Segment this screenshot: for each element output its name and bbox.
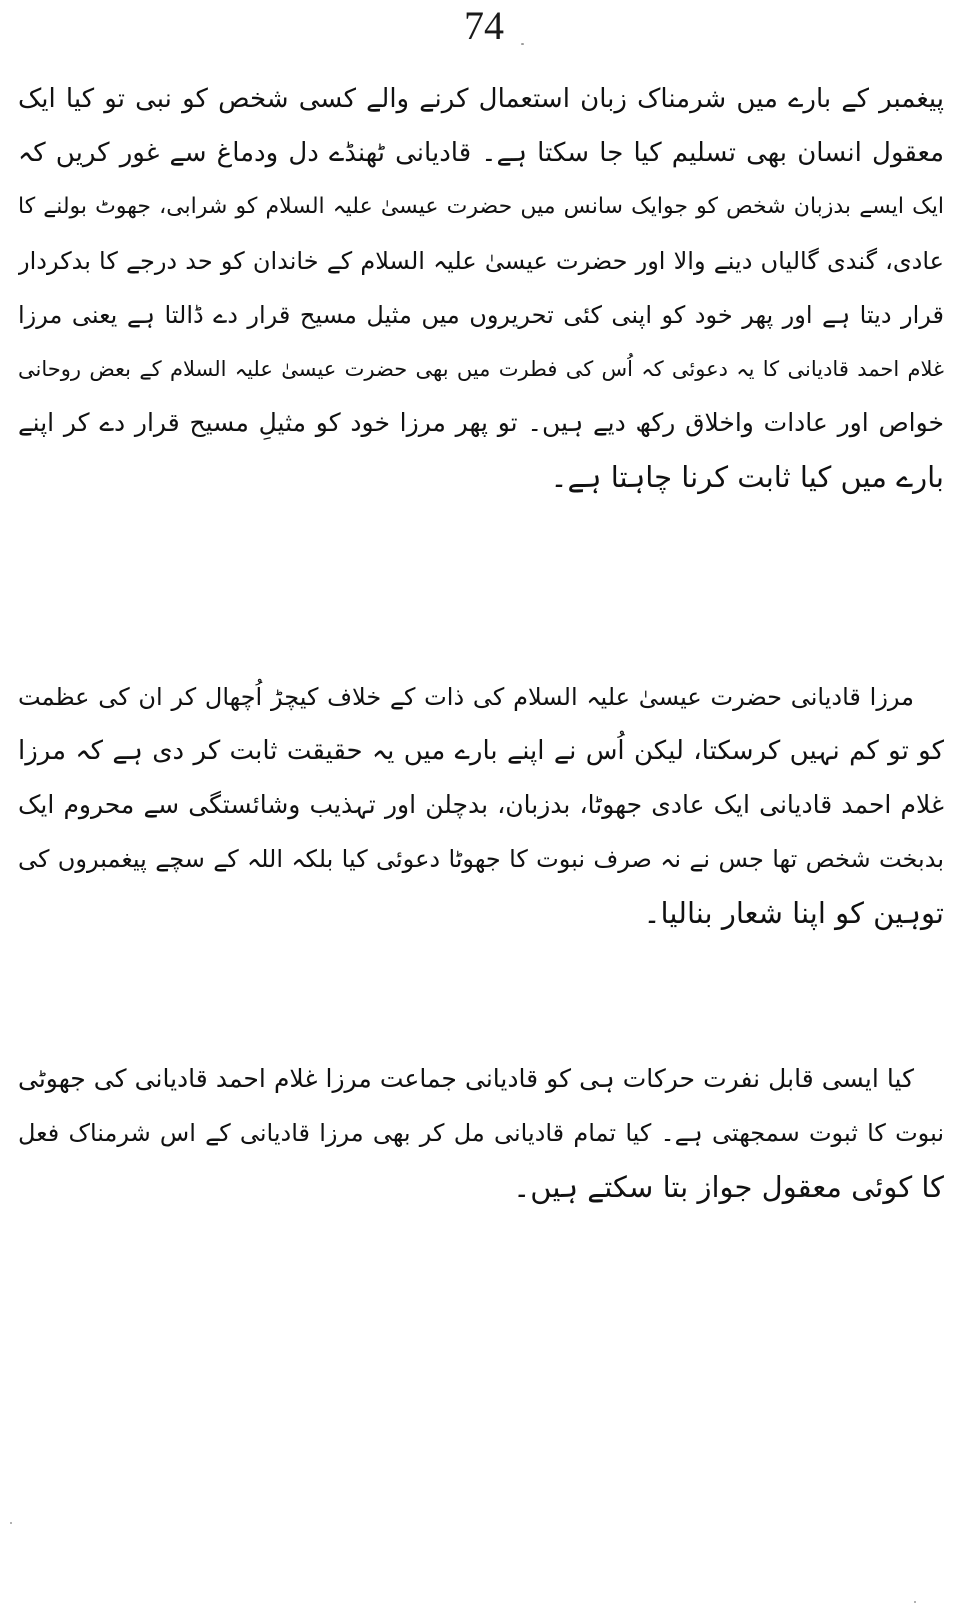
text-line: بدبخت شخص تھا جس نے نہ صرف نبوت کا جھوٹا دعوئی کیا بلکہ اللہ کے سچے پیغمبروں کی xyxy=(18,845,944,873)
text-line: ایک ایسے بدزبان شخص کو جوایک سانس میں حضرت عیسیٰ علیہ السلام کو شرابی، جھوٹ بولنے کا xyxy=(18,194,944,219)
text-line: پیغمبر کے بارے میں شرمناک زبان استعمال کرنے والے کسی شخص کو نبی تو کیا ایک xyxy=(18,84,944,114)
text-line: عادی، گندی گالیاں دینے والا اور حضرت عیسیٰ علیہ السلام کے خاندان کو حد درجے کا بدکردار xyxy=(18,247,944,275)
scan-speck xyxy=(10,1522,12,1524)
page-number: 74 xyxy=(464,3,504,48)
paragraph-2 xyxy=(18,670,944,940)
text-line: کا کوئی معقول جواز بتا سکتے ہیں۔ xyxy=(513,1170,944,1204)
text-line: غلام احمد قادیانی کا یہ دعوئی کہ اُس کی فطرت میں بھی حضرت عیسیٰ علیہ السلام کے بعض روحانی xyxy=(18,357,944,381)
paragraph-3 xyxy=(18,1052,944,1214)
text-line: مرزا قادیانی حضرت عیسیٰ علیہ السلام کی ذات کے خلاف کیچڑ اُچھال کر ان کی عظمت xyxy=(18,683,914,711)
text-line: کیا ایسی قابل نفرت حرکات ہی کو قادیانی جماعت مرزا غلام احمد قادیانی کی جھوٹی xyxy=(18,1064,914,1093)
paragraph-1 xyxy=(18,72,944,504)
text-line: بارے میں کیا ثابت کرنا چاہتا ہے۔ xyxy=(550,460,944,494)
text-line: نبوت کا ثبوت سمجھتی ہے۔ کیا تمام قادیانی مل کر بھی مرزا قادیانی کے اس شرمناک فعل xyxy=(18,1119,944,1147)
text-line: کو تو کم نہیں کرسکتا، لیکن اُس نے اپنے بارے میں یہ حقیقت ثابت کر دی ہے کہ مرزا xyxy=(18,736,944,766)
text-line: خواص اور عادات واخلاق رکھ دیے ہیں۔ تو پھر مرزا خود کو مثیلِ مسیح قرار دے کر اپنے xyxy=(18,408,944,437)
text-line: معقول انسان بھی تسلیم کیا جا سکتا ہے۔ قادیانی ٹھنڈے دل ودماغ سے غور کریں کہ xyxy=(18,138,944,168)
text-line: توہین کو اپنا شعار بنالیا۔ xyxy=(643,896,944,930)
text-line: قرار دیتا ہے اور پھر خود کو اپنی کئی تحریروں میں مثیل مسیح قرار دے ڈالتا ہے یعنی مرزا xyxy=(18,301,944,329)
scan-speck xyxy=(914,1601,916,1603)
text-line: غلام احمد قادیانی ایک عادی جھوٹا، بدزبان، بدچلن اور تہذیب وشائستگی سے محروم ایک xyxy=(18,790,944,819)
scan-speck xyxy=(521,43,524,45)
